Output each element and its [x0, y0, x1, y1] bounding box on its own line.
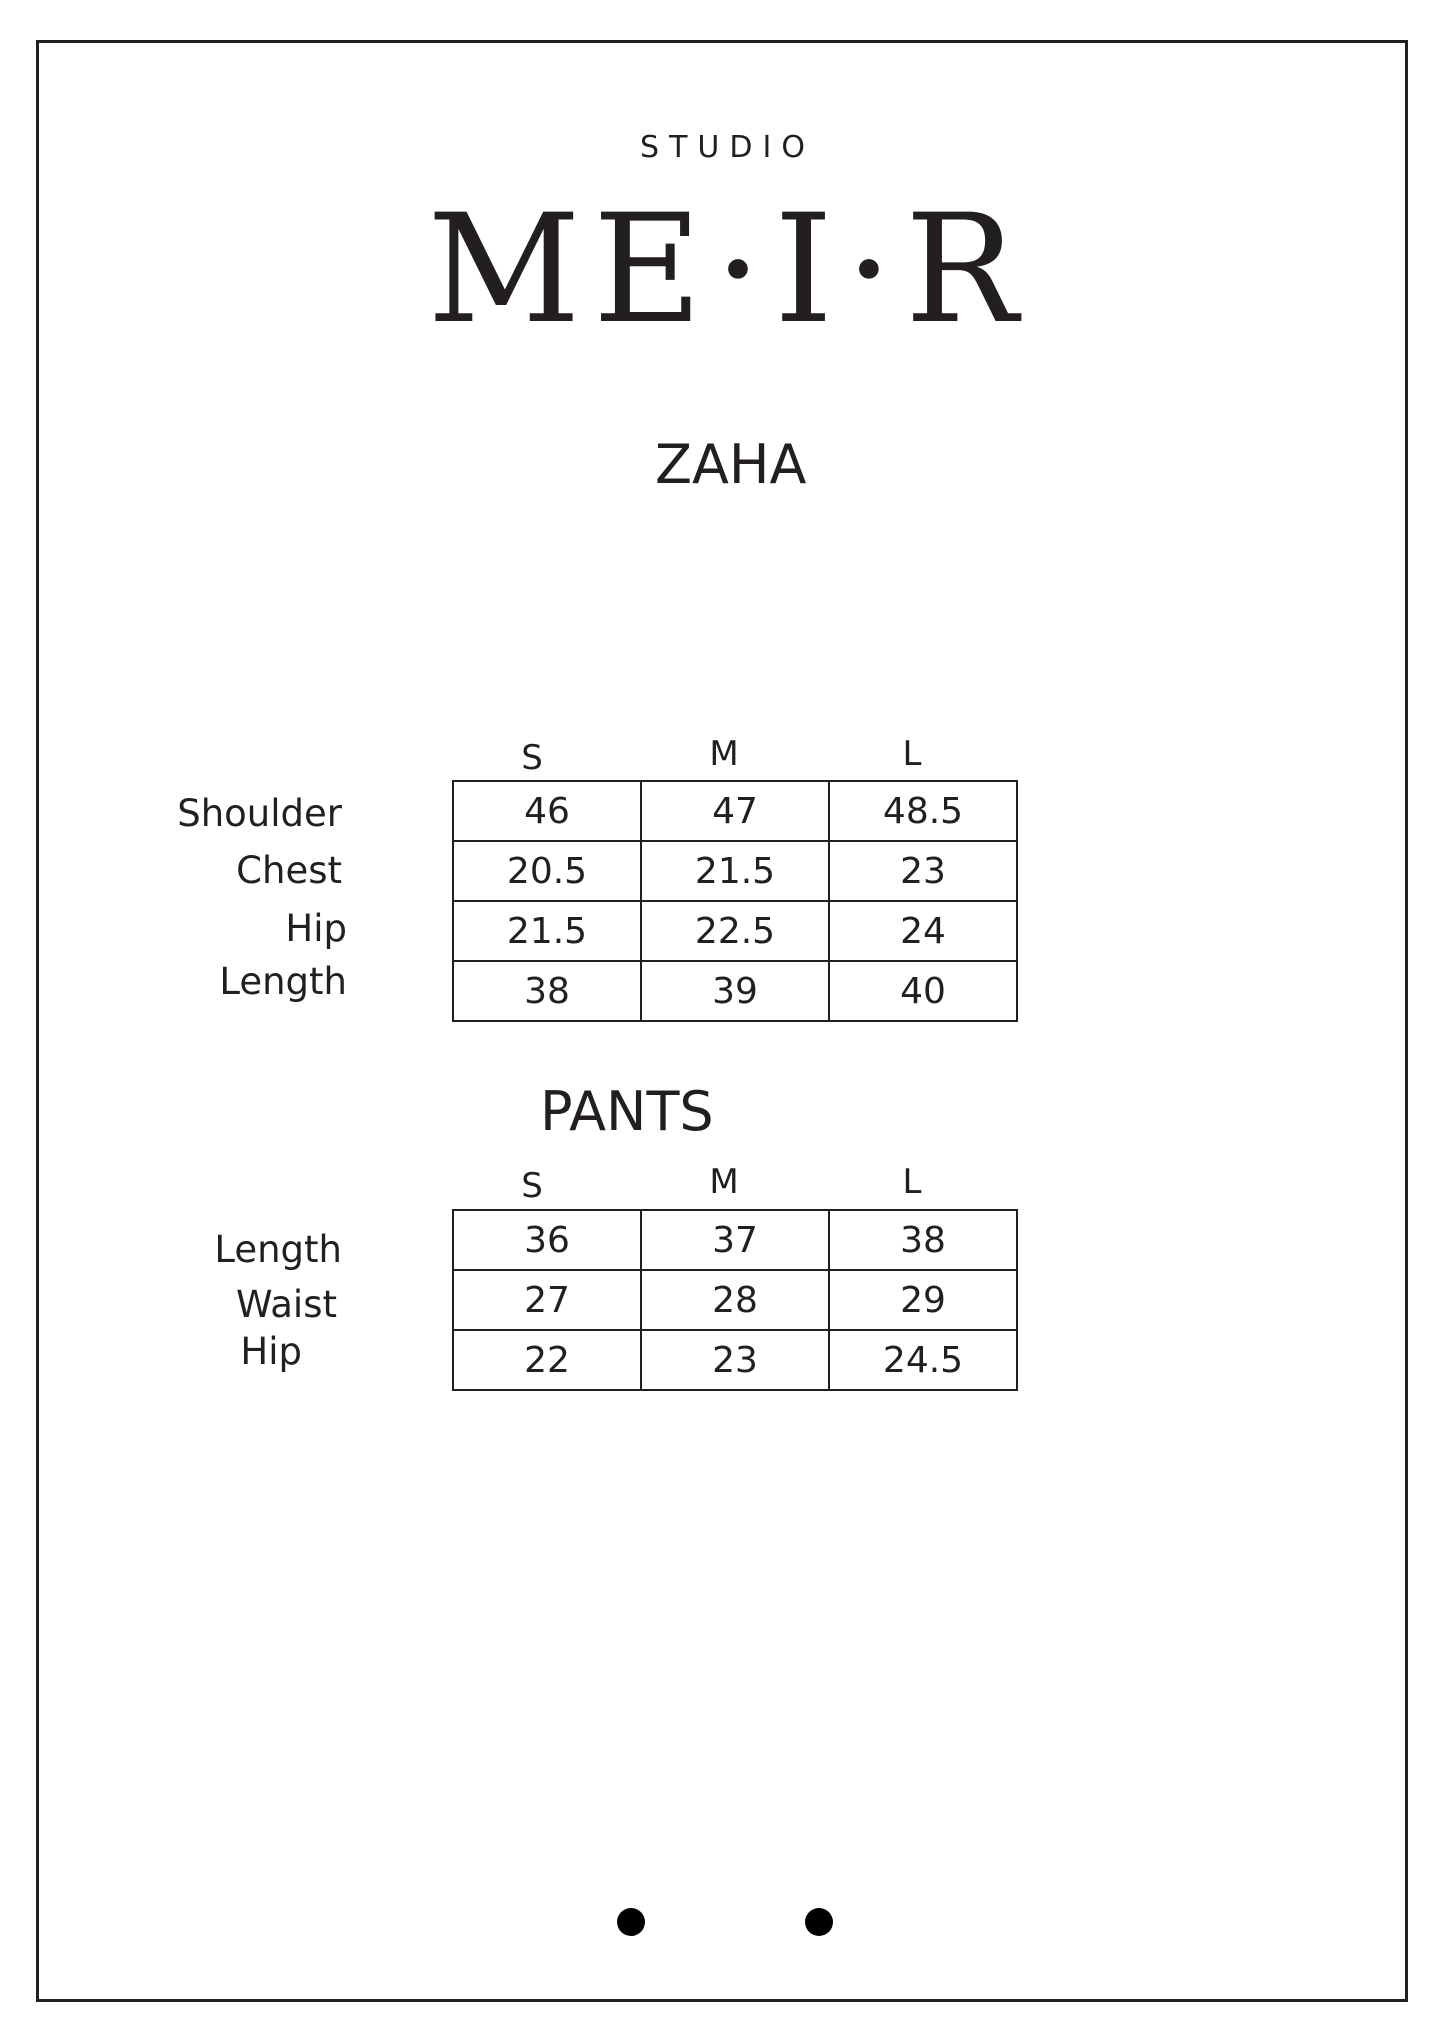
- pants-size-s-header: S: [521, 1166, 543, 1206]
- pants-row-label-hip: Hip: [240, 1330, 302, 1373]
- table-cell: 24: [829, 901, 1017, 961]
- zaha-title: ZAHA: [655, 433, 807, 496]
- table-cell: 38: [453, 961, 641, 1021]
- table-cell: 39: [641, 961, 829, 1021]
- pants-row-label-waist: Waist: [236, 1283, 337, 1326]
- table-cell: 29: [829, 1270, 1017, 1330]
- brand-logo: ME·I·R: [427, 183, 1030, 357]
- zaha-row-label-length: Length: [219, 960, 347, 1003]
- table-cell: 36: [453, 1210, 641, 1270]
- table-cell: 37: [641, 1210, 829, 1270]
- table-cell: 40: [829, 961, 1017, 1021]
- page-dot-1: [617, 1908, 645, 1936]
- table-cell: 38: [829, 1210, 1017, 1270]
- table-row: [453, 1210, 1017, 1270]
- zaha-size-s-header: S: [521, 738, 543, 778]
- table-cell: 23: [641, 1330, 829, 1390]
- zaha-size-l-header: L: [902, 734, 922, 774]
- table-cell: 22.5: [641, 901, 829, 961]
- page-dot-2: [805, 1908, 833, 1936]
- table-cell: 46: [453, 781, 641, 841]
- table-cell: 23: [829, 841, 1017, 901]
- zaha-size-table: [452, 780, 1018, 1022]
- table-row: [453, 1270, 1017, 1330]
- table-row: [453, 961, 1017, 1021]
- pants-row-label-length: Length: [214, 1228, 342, 1271]
- zaha-row-label-shoulder: Shoulder: [177, 792, 342, 835]
- pants-title: PANTS: [540, 1080, 714, 1143]
- table-cell: 24.5: [829, 1330, 1017, 1390]
- table-cell: 28: [641, 1270, 829, 1330]
- pants-size-table: [452, 1209, 1018, 1391]
- table-cell: 20.5: [453, 841, 641, 901]
- brand-studio-text: STUDIO: [640, 130, 815, 165]
- zaha-size-m-header: M: [709, 734, 739, 774]
- table-cell: 27: [453, 1270, 641, 1330]
- table-row: [453, 1330, 1017, 1390]
- table-row: [453, 901, 1017, 961]
- pants-size-l-header: L: [902, 1162, 922, 1202]
- table-cell: 21.5: [641, 841, 829, 901]
- table-row: [453, 841, 1017, 901]
- zaha-row-label-chest: Chest: [236, 849, 342, 892]
- table-cell: 48.5: [829, 781, 1017, 841]
- zaha-row-label-hip: Hip: [285, 907, 347, 950]
- table-row: [453, 781, 1017, 841]
- table-cell: 21.5: [453, 901, 641, 961]
- table-cell: 47: [641, 781, 829, 841]
- pants-size-m-header: M: [709, 1162, 739, 1202]
- table-cell: 22: [453, 1330, 641, 1390]
